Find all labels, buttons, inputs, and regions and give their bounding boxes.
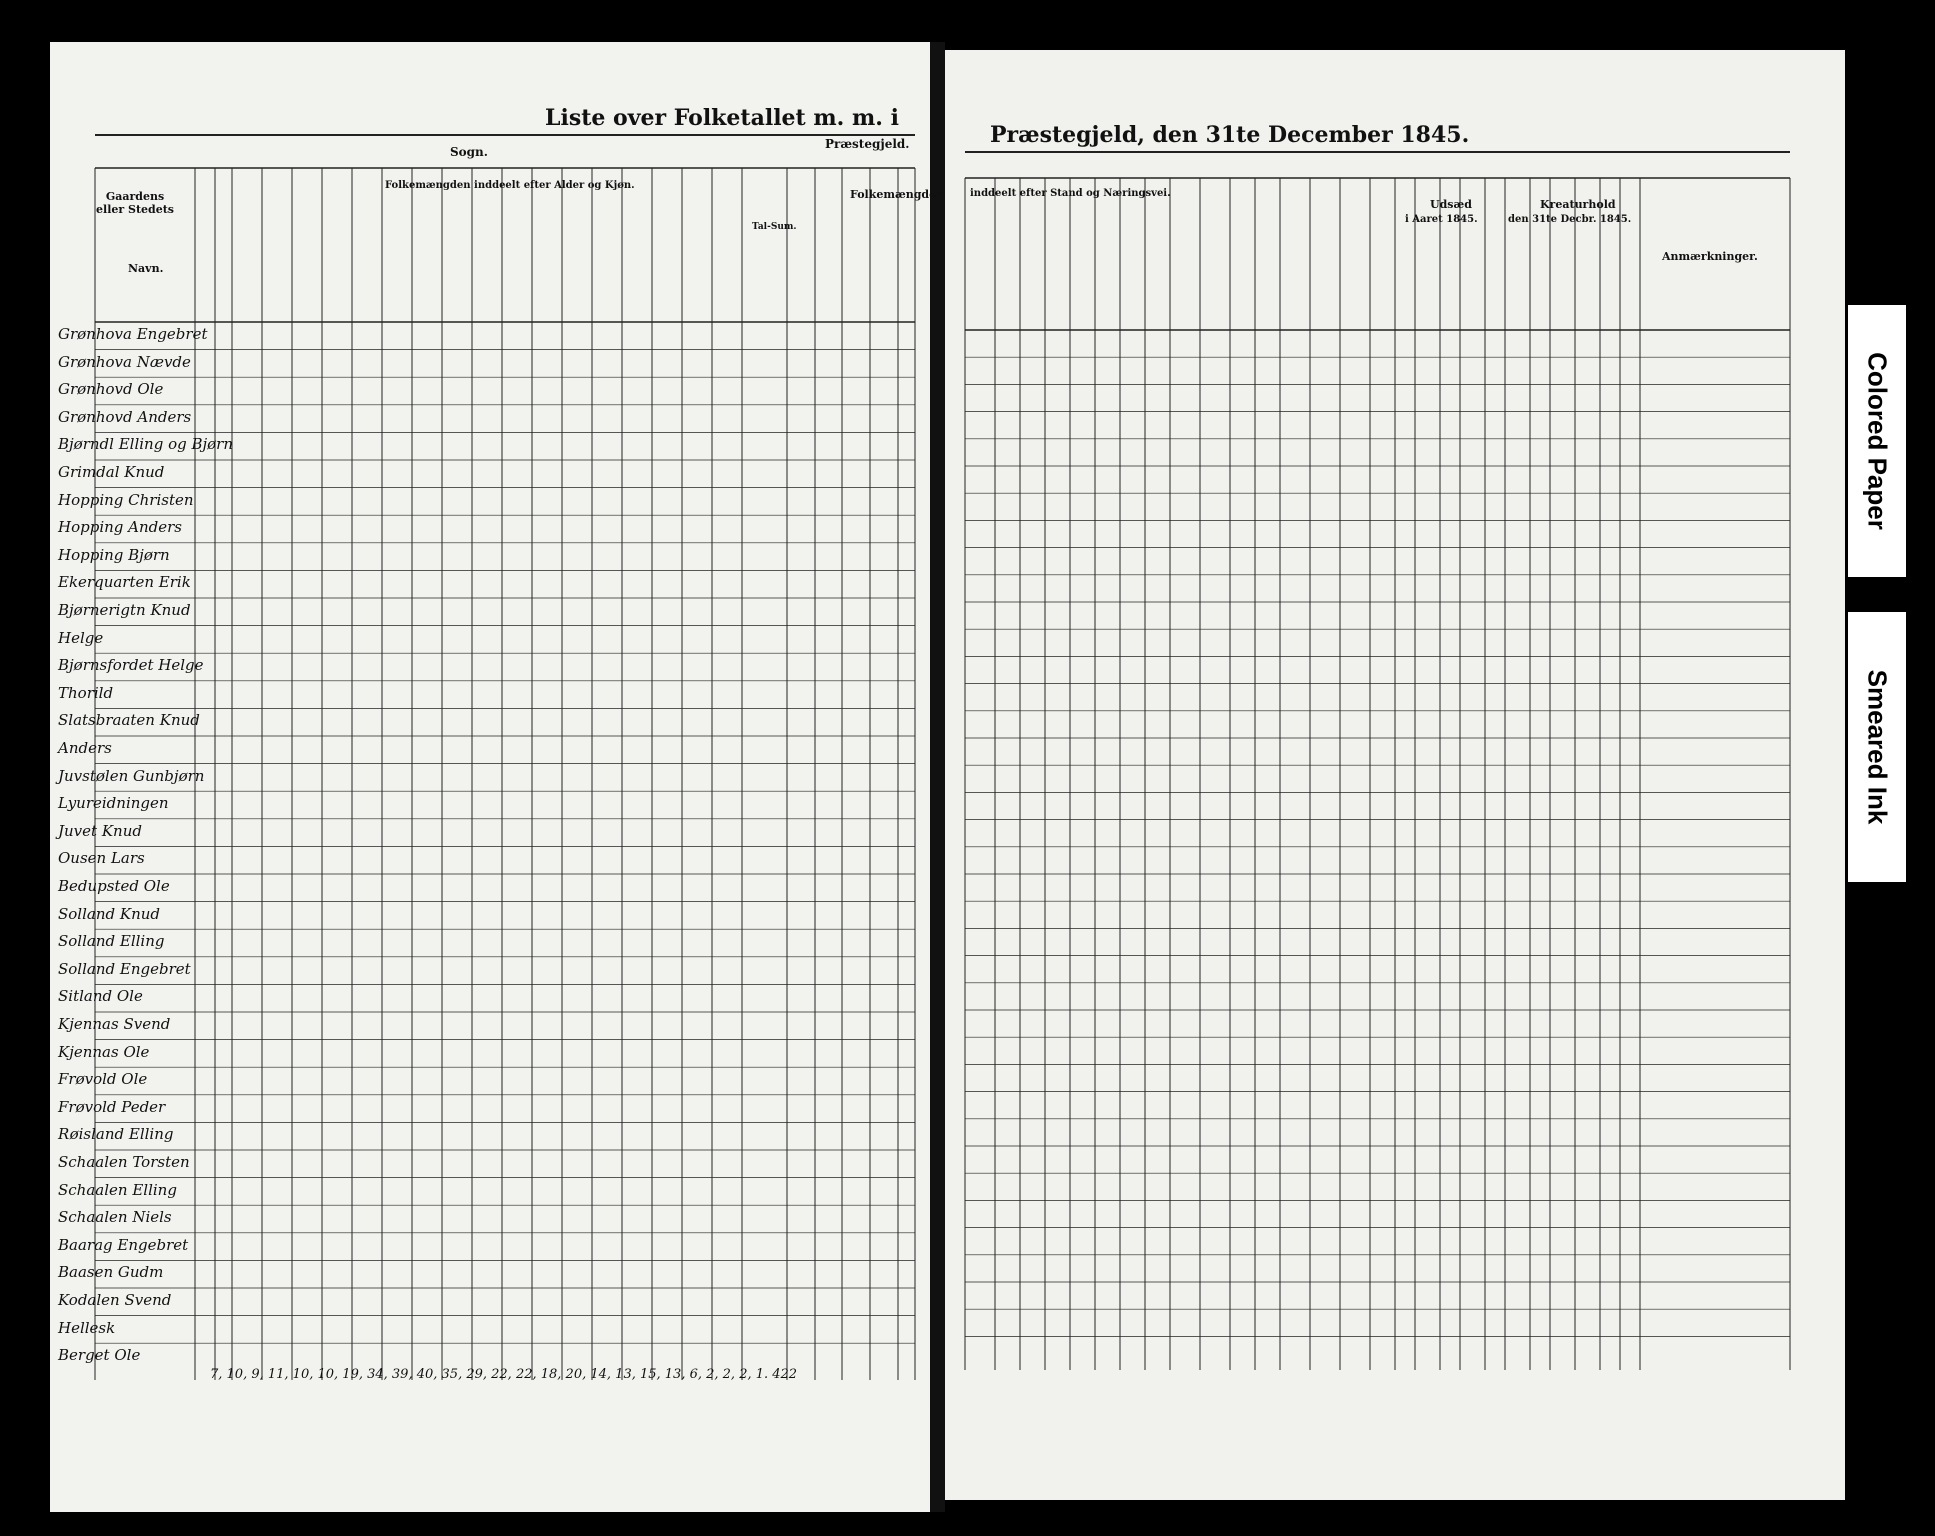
row-name: Grønhova Engebret: [58, 325, 208, 343]
row-name: Hopping Christen: [58, 490, 194, 509]
row-name: Solland Knud: [58, 904, 161, 923]
row-name: Kjennas Ole: [58, 1042, 150, 1061]
row-name: Frøvold Ole: [58, 1070, 148, 1089]
row-name: Helge: [58, 628, 104, 647]
row-name: Grønhovd Anders: [58, 407, 192, 426]
row-name: Røisland Elling: [58, 1125, 174, 1144]
row-name: Juvet Knud: [58, 821, 142, 840]
row-name: Grønhovd Ole: [58, 380, 164, 399]
row-name: Frøvold Peder: [58, 1097, 166, 1116]
row-name: Hopping Anders: [58, 518, 182, 537]
row-name: Solland Engebret: [58, 959, 191, 978]
sogn-label: Sogn.: [450, 145, 488, 159]
smeared-ink-tab: [1848, 612, 1906, 882]
navn-header: Navn.: [128, 262, 164, 275]
alder-header: Folkemængden inddeelt efter Alder og Kjøn.: [385, 180, 635, 191]
row-name: Schaalen Torsten: [58, 1153, 190, 1171]
row-name: Bedupsted Ole: [58, 877, 170, 895]
row-name: Schaalen Niels: [58, 1208, 172, 1227]
praestegjeld-label: Præstegjeld.: [825, 137, 910, 151]
right-title: Præstegjeld, den 31te December 1845.: [990, 122, 1470, 148]
row-name: Lyureidningen: [58, 794, 169, 813]
row-name: Slatsbraaten Knud: [58, 711, 200, 730]
anmaerkninger-header: Anmærkninger.: [1662, 250, 1758, 263]
row-name: Kjennas Svend: [58, 1015, 171, 1033]
totals-row: 7, 10, 9, 11, 10, 10, 19, 34, 39, 40, 35, 29, 22, 22, 18, 20, 14, 13, 15, 13, 6, 2, 2, 2, 1. 422: [210, 1367, 798, 1382]
row-name: Bjørnerigtn Knud: [58, 601, 191, 619]
row-name: Baarag Engebret: [58, 1235, 189, 1254]
kreaturhold-date: den 31te Decbr. 1845.: [1508, 214, 1632, 225]
tal-sum-header: Tal-Sum.: [752, 222, 797, 232]
udsaed-header: Udsæd: [1430, 198, 1472, 211]
row-name: Schaalen Elling: [58, 1180, 177, 1199]
udsaed-year: i Aaret 1845.: [1405, 214, 1478, 225]
row-name: Anders: [58, 739, 112, 757]
left-title: Liste over Folketallet m. m. i: [545, 105, 899, 131]
row-name: Ousen Lars: [58, 849, 145, 868]
row-name: Sitland Ole: [58, 987, 143, 1006]
stand-header: inddeelt efter Stand og Næringsvei.: [970, 188, 1171, 199]
row-name: Solland Elling: [58, 932, 165, 951]
row-name: Ekerquarten Erik: [58, 573, 191, 592]
row-name: Hopping Bjørn: [58, 545, 170, 564]
smeared-ink-label: Smeared Ink: [1862, 669, 1893, 825]
gaard-header: Gaardens eller Stedets: [96, 190, 174, 216]
colored-paper-label: Colored Paper: [1862, 352, 1893, 530]
row-name: Baasen Gudm: [58, 1263, 164, 1282]
row-name: Grimdal Knud: [58, 463, 165, 481]
row-name: Berget Ole: [58, 1346, 141, 1365]
kreaturhold-header: Kreaturhold: [1540, 198, 1616, 211]
row-name: Bjørnsfordet Helge: [58, 656, 204, 675]
row-name: Thorild: [58, 683, 114, 702]
row-name: Juvstølen Gunbjørn: [58, 766, 205, 785]
colored-paper-tab: [1848, 305, 1906, 577]
row-name: Hellesk: [58, 1318, 116, 1337]
folkemaengden-header: Folkemængden: [850, 188, 945, 201]
row-name: Bjørndl Elling og Bjørn: [58, 435, 234, 454]
row-name: Grønhova Nævde: [58, 352, 191, 371]
row-name: Kodalen Svend: [58, 1291, 172, 1309]
